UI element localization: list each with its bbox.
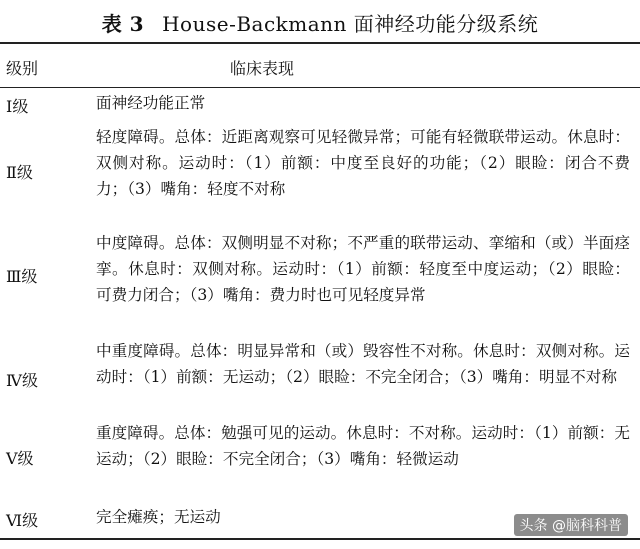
watermark: 头条 @脑科科普 <box>514 514 628 536</box>
grade-4-description: 中重度障碍。总体：明显异常和（或）毁容性不对称。休息时：双侧对称。运动时：（1）前额：无运动；（2）眼睑：不完全闭合；（3）嘴角：明显不对称 <box>96 342 630 386</box>
grade-5-label: Ⅴ级 <box>6 449 34 468</box>
grade-3-label: Ⅲ级 <box>6 267 38 286</box>
grade-5-description: 重度障碍。总体：勉强可见的运动。休息时：不对称。运动时：（1）前额：无运动；（2）眼睑：不完全闭合；（3）嘴角：轻微运动 <box>96 424 630 468</box>
grade-1-label: Ⅰ级 <box>6 97 29 116</box>
top-rule <box>0 42 640 44</box>
bottom-rule <box>0 538 640 540</box>
header-grade: 级别 <box>6 59 39 78</box>
grade-3-description: 中度障碍。总体：双侧明显不对称；不严重的联带运动、挛缩和（或）半面痉挛。休息时：双侧对称。运动时：（1）前额：轻度至中度运动；（2）眼睑：可费力闭合；（3）嘴角：费力时也可见轻度异常 <box>96 234 630 304</box>
grade-6-label: Ⅵ级 <box>6 511 39 530</box>
grade-1-description: 面神经功能正常 <box>96 94 206 112</box>
grade-2-label: Ⅱ级 <box>6 163 33 182</box>
grade-6-description: 完全瘫痪；无运动 <box>96 508 221 526</box>
table-title <box>0 8 640 37</box>
header-clinical: 临床表现 <box>230 59 295 78</box>
header-rule <box>0 87 640 88</box>
table-number: 表 3 <box>101 12 145 36</box>
table-title-text: House-Backmann 面神经功能分级系统 <box>162 12 539 36</box>
grade-4-label: Ⅳ级 <box>6 371 38 390</box>
grade-2-description: 轻度障碍。总体：近距离观察可见轻微异常；可能有轻微联带运动。休息时：双侧对称。运动时：（1）前额：中度至良好的功能；（2）眼睑：闭合不费力；（3）嘴角：轻度不对称 <box>96 128 630 198</box>
